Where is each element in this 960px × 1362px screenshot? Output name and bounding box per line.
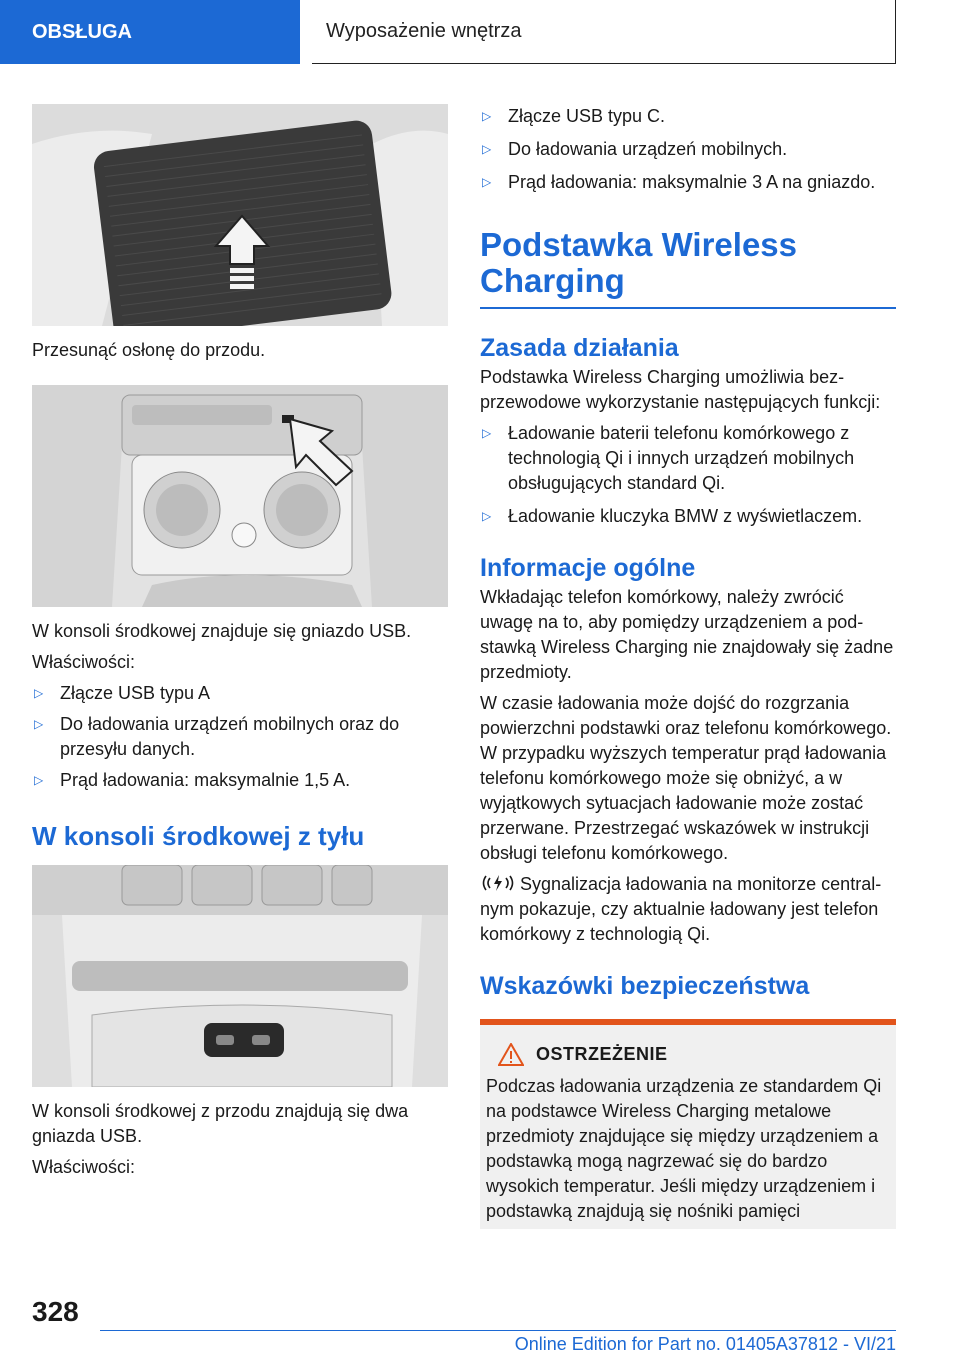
warning-header [486,1043,890,1066]
warning-box [480,1019,896,1229]
list-item: ▷ Ładowanie baterii telefonu komórkowego z technologią Qi i innych urządzeń mobilnych obsługujących standard Qi. [482,423,855,493]
properties-list-2 [480,104,896,195]
bullet-triangle-icon: ▷ [482,509,492,523]
list-item: ▷ Prąd ładowania: maksymalnie 1,5 A. [32,768,448,793]
list-item: ▷ Ładowanie kluczyka BMW z wyświetlaczem. [480,504,896,529]
properties-list-1 [32,681,448,793]
left-column [32,104,448,1180]
list-item: ▷ Złącze USB typu A [32,681,448,706]
bullet-triangle-icon: ▷ [482,142,492,156]
info-paragraph-1: Wkładając telefon komórkowy, należy zwrócić uwagę na to, aby pomiędzy urządzeniem a podstawką Wireless Charging nie znajdowały się żadne przedmioty. [480,587,894,682]
bullet-triangle-icon: ▷ [34,717,44,731]
properties-label-2: Właściwości: [32,1157,136,1177]
heading-rear-console: W konsoli środkowej z tyłu [32,821,365,851]
section-tab[interactable] [0,0,300,64]
section-title-wireless-charging: Podstawka Wireless Charging [480,227,896,309]
heading-zasada: Zasada działania [480,334,679,362]
caption-usb-rear: W konsoli środkowej z przodu znajdują się dwa gniazda USB. [32,1101,409,1146]
edition-note: Online Edition for Part no. 01405A37812 - VI/21 [514,1334,896,1354]
zasada-text: Podstawka Wireless Charging umożliwia bezprzewodowe wykorzystanie następujących funkcji: [480,367,881,412]
info-paragraph-2: W czasie ładowania może dojść do rozgrzania powierzchni podstawki oraz telefonu komórkowego. W przypadku wyższych temperatur prąd ładowania telefonu komórkowego może się obniżyć, a w wyjątkowych sytuacjach ładowanie może zostać przerwane. Przestrzegać wskazówek w instrukcji obsługi telefonu komórkowego. [480,693,892,863]
properties-label-1: Właściwości: [32,652,136,672]
bullet-triangle-icon: ▷ [34,686,44,700]
right-column [480,104,896,1229]
heading-info: Informacje ogólne [480,554,696,582]
list-item: ▷ Prąd ładowania: maksymalnie 3 A na gniazdo. [480,170,896,195]
chapter-title-bar [312,0,896,64]
warning-title: OSTRZEŻENIE [536,1044,668,1064]
bullet-triangle-icon: ▷ [34,773,44,787]
warning-text: Podczas ładowania urządzenia ze standardem Qi na podstawce Wireless Charging metalowe przedmioty znajdujące się między urządzeniem a podstawką mogą nagrzewać się do bardzo wysokich temperatur. Jeśli między urządzeniem i podstawką znajdują się nośniki pamięci [486,1076,882,1221]
warning-triangle-icon [498,1043,524,1066]
info-paragraph-3: Sygnalizacja ładowania na monitorze centralnym pokazuje, czy aktualnie ładowany jest telefon komórkowy z technologią Qi. [480,874,882,944]
caption-usb-front: W konsoli środkowej znajduje się gniazdo USB. [32,621,412,641]
bullet-triangle-icon: ▷ [482,109,492,123]
bullet-triangle-icon: ▷ [482,426,492,440]
list-item: ▷ Do ładowania urządzeń mobilnych. [480,137,896,162]
chapter-title: Wyposażenie wnętrza [326,20,522,42]
cover-slide-illustration [32,104,448,326]
wireless-charging-icon [480,873,516,893]
caption-slide-cover: Przesunąć osłonę do przodu. [32,340,266,360]
list-item: ▷ Złącze USB typu C. [480,104,896,129]
list-item: ▷ Do ładowania urządzeń mobilnych oraz do przesyłu danych. [34,714,400,759]
page-number: 328 [32,1296,79,1327]
front-console-usb-illustration [32,385,448,607]
bullet-triangle-icon: ▷ [482,175,492,189]
section-tab-label: OBSŁUGA [32,20,132,43]
zasada-list [480,421,896,529]
footer-divider [100,1330,896,1331]
rear-console-usb-illustration [32,865,448,1087]
heading-safety: Wskazówki bezpieczeństwa [480,972,810,1000]
